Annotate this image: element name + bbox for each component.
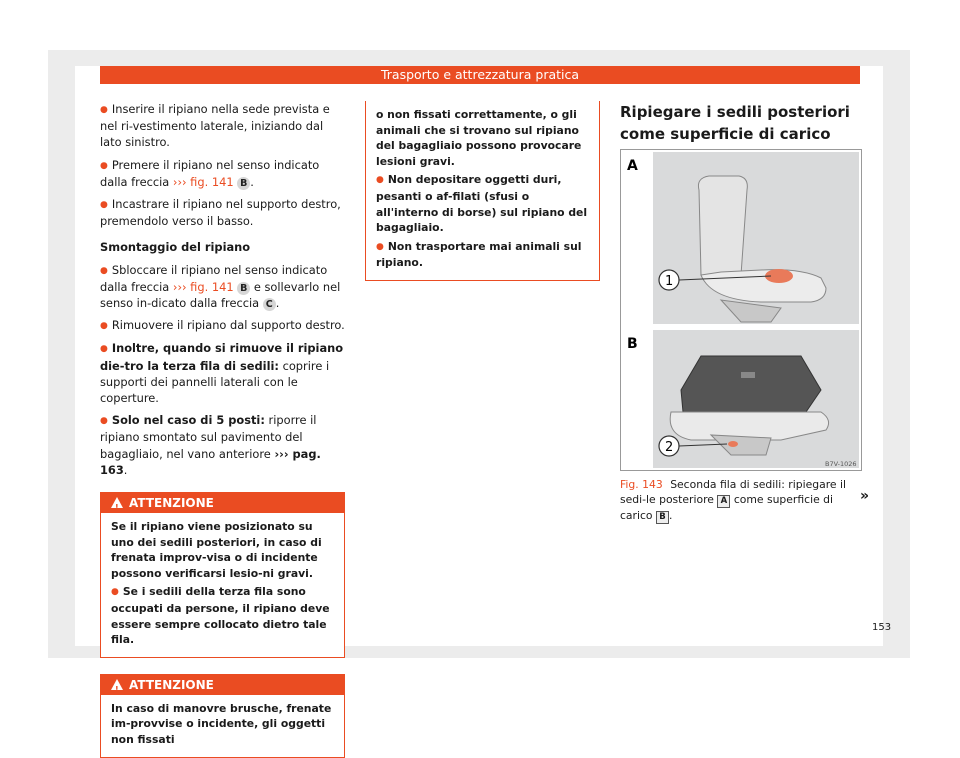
warning-icon <box>111 679 123 690</box>
bullet-icon: ● <box>100 265 108 276</box>
bullet-icon: ● <box>100 105 108 115</box>
callout-circle: C <box>263 298 276 311</box>
callout-2: 2 <box>665 440 674 455</box>
bullet-icon: ● <box>100 344 108 355</box>
chapter-title: Trasporto e attrezzatura pratica <box>380 67 580 82</box>
callout-circle: B <box>237 177 250 190</box>
bullet-icon: ● <box>376 241 384 252</box>
list-item: ● Incastrare il ripiano nel supporto destro, premendolo verso il basso. <box>100 197 341 229</box>
panel-a-label: A <box>627 158 638 174</box>
bullet-icon: ● <box>111 587 119 598</box>
list-item: ● Inserire il ripiano nella sede prevista e nel ri-vestimento laterale, iniziando dal lato sinistro. <box>100 102 330 150</box>
warning-header: !ATTENZIONE <box>101 493 344 513</box>
image-code: B7V-1026 <box>825 460 857 468</box>
warning-body: Se il ripiano viene posizionato su uno dei sedili posteriori, in caso di frenata improv-visa o di incidente possono verificarsi lesio-ni gravi. ● Se i sedili della terza fila sono occupati da persone, il ripiano deve essere sempre collocato dietro tale fila. <box>101 513 344 657</box>
list-item: ● Rimuovere il ripiano dal supporto destro. <box>100 318 345 333</box>
callout-circle: B <box>237 282 250 295</box>
panel-b-label: B <box>627 336 638 352</box>
callout-1: 1 <box>665 274 674 289</box>
bullet-icon: ● <box>100 321 108 332</box>
list-item: ● Se i sedili della terza fila sono occupati da persone, il ripiano deve essere sempre collocato dietro tale fila. <box>111 585 330 647</box>
column-middle <box>365 101 600 281</box>
warning-box <box>100 674 345 758</box>
section-title: Ripiegare i sedili posteriori come superficie di carico <box>620 101 860 154</box>
seat-illustration <box>621 150 861 470</box>
bullet-icon: ● <box>100 200 108 211</box>
continue-marker: » <box>860 488 870 504</box>
figure-label: Fig. 143 <box>620 478 663 491</box>
warning-body: o non fissati correttamente, o gli animali che si trovano sul ripiano del bagagliaio possono provocare lesioni gravi. ● Non depositare oggetti duri, pesanti o af-filati (sfusi o all'interno di borse) sul ripiano del bagagliaio. ● Non trasportare mai animali sul ripiano. <box>376 108 588 270</box>
list-item: ● Inoltre, quando si rimuove il ripiano die-tro la terza fila di sedili: coprire i supporti dei pannelli laterali con le coperture. <box>100 341 344 406</box>
list-item: ● Non trasportare mai animali sul ripiano. <box>376 239 582 270</box>
callout-square: B <box>656 511 669 524</box>
list-item: ● Solo nel caso di 5 posti: riporre il ripiano smontato sul pavimento del bagagliaio, nel vano anteriore ››› pag. 163. <box>100 413 321 477</box>
figure-143 <box>620 149 862 471</box>
bullet-icon: ● <box>100 160 108 171</box>
warning-header: !ATTENZIONE <box>101 675 344 695</box>
bullet-icon: ● <box>376 175 384 186</box>
warning-body: In caso di manovre brusche, frenate im-provvise o incidente, gli oggetti non fissati <box>111 701 332 746</box>
figure-caption: Fig. 143 Seconda fila di sedili: ripiegare il sedi-le posteriore A come superficie di carico B . <box>620 478 846 522</box>
figure-link[interactable]: ››› fig. 141 <box>172 279 234 294</box>
list-item: ● Sbloccare il ripiano nel senso indicato dalla freccia ››› fig. 141 B e sollevarlo nel senso in-dicato dalla freccia C . <box>100 262 341 311</box>
warning-icon <box>111 497 123 508</box>
page-link[interactable]: ››› pag. 163 <box>100 446 321 477</box>
bullet-icon: ● <box>100 416 108 427</box>
warning-box <box>100 492 345 658</box>
chapter-header <box>100 66 860 84</box>
list-item: ● Non depositare oggetti duri, pesanti o af-filati (sfusi o all'interno di borse) sul ripiano del bagagliaio. <box>376 173 588 235</box>
list-item: ● Premere il ripiano nel senso indicato dalla freccia ››› fig. 141 B . <box>100 157 320 189</box>
page-number: 153 <box>872 622 892 633</box>
warning-box-continued <box>365 101 600 281</box>
column-left <box>100 101 345 758</box>
callout-square: A <box>717 495 730 508</box>
figure-link[interactable]: ››› fig. 141 <box>172 174 234 189</box>
column-right <box>620 101 860 154</box>
subheading: Smontaggio del ripiano <box>100 240 251 255</box>
